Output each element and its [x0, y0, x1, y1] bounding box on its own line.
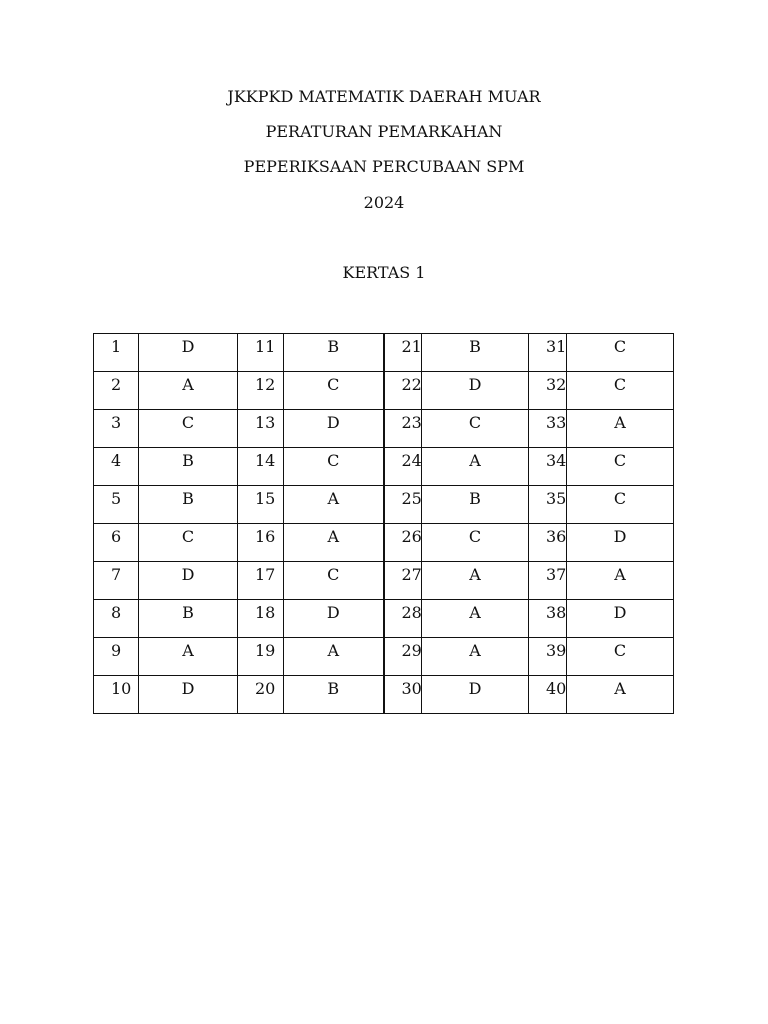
answer-letter: B	[284, 334, 384, 372]
table-row	[94, 334, 674, 372]
answer-letter: C	[139, 410, 238, 448]
document-subtitle: PERATURAN PEMARKAHAN	[265, 122, 503, 141]
answer-letter: D	[567, 600, 674, 638]
table-row	[94, 524, 674, 562]
answer-letter: D	[139, 676, 238, 714]
answer-letter: C	[284, 562, 384, 600]
table-row	[94, 410, 674, 448]
document-title: JKKPKD MATEMATIK DAERAH MUAR	[227, 87, 541, 106]
answer-letter: A	[139, 372, 238, 410]
question-number: 16	[238, 524, 284, 562]
question-number: 6	[94, 524, 139, 562]
answer-letter: C	[284, 372, 384, 410]
question-number: 11	[238, 334, 284, 372]
question-number: 30	[384, 676, 422, 714]
answer-letter: A	[284, 486, 384, 524]
question-number: 21	[384, 334, 422, 372]
answer-letter: D	[567, 524, 674, 562]
question-number: 3	[94, 410, 139, 448]
answer-letter: D	[422, 372, 529, 410]
question-number: 9	[94, 638, 139, 676]
answer-letter: D	[422, 676, 529, 714]
answer-letter: C	[422, 524, 529, 562]
table-row	[94, 676, 674, 714]
question-number: 18	[238, 600, 284, 638]
question-number: 36	[529, 524, 567, 562]
question-number: 8	[94, 600, 139, 638]
question-number: 4	[94, 448, 139, 486]
question-number: 39	[529, 638, 567, 676]
answer-letter: A	[567, 410, 674, 448]
answer-letter: A	[139, 638, 238, 676]
table-row	[94, 600, 674, 638]
answer-letter: D	[139, 334, 238, 372]
question-number: 12	[238, 372, 284, 410]
question-number: 29	[384, 638, 422, 676]
question-number: 13	[238, 410, 284, 448]
question-number: 26	[384, 524, 422, 562]
question-number: 32	[529, 372, 567, 410]
table-row	[94, 448, 674, 486]
question-number: 15	[238, 486, 284, 524]
question-number: 37	[529, 562, 567, 600]
answer-letter: A	[567, 562, 674, 600]
exam-year: 2024	[363, 193, 405, 212]
paper-label: KERTAS 1	[342, 263, 426, 282]
answer-letter: C	[567, 372, 674, 410]
answer-letter: D	[284, 600, 384, 638]
answer-letter: C	[422, 410, 529, 448]
exam-name: PEPERIKSAAN PERCUBAAN SPM	[243, 157, 525, 176]
answer-letter: A	[567, 676, 674, 714]
table-row	[94, 372, 674, 410]
answer-letter: A	[422, 562, 529, 600]
answer-letter: A	[422, 638, 529, 676]
answer-letter: C	[567, 638, 674, 676]
answer-letter: B	[422, 486, 529, 524]
question-number: 27	[384, 562, 422, 600]
question-number: 38	[529, 600, 567, 638]
answer-letter: C	[567, 334, 674, 372]
question-number: 19	[238, 638, 284, 676]
question-number: 10	[94, 676, 139, 714]
question-number: 40	[529, 676, 567, 714]
question-number: 22	[384, 372, 422, 410]
question-number: 7	[94, 562, 139, 600]
answer-letter: A	[422, 448, 529, 486]
question-number: 17	[238, 562, 284, 600]
answer-key-body	[94, 334, 674, 714]
answer-letter: A	[422, 600, 529, 638]
answer-letter: A	[284, 524, 384, 562]
answer-letter: C	[567, 486, 674, 524]
question-number: 31	[529, 334, 567, 372]
question-number: 25	[384, 486, 422, 524]
answer-letter: C	[139, 524, 238, 562]
answer-letter: D	[284, 410, 384, 448]
question-number: 14	[238, 448, 284, 486]
answer-letter: D	[139, 562, 238, 600]
answer-letter: B	[139, 448, 238, 486]
question-number: 5	[94, 486, 139, 524]
answer-letter: A	[284, 638, 384, 676]
question-number: 24	[384, 448, 422, 486]
answer-key-table	[93, 333, 674, 714]
answer-letter: B	[422, 334, 529, 372]
table-row	[94, 562, 674, 600]
table-row	[94, 486, 674, 524]
answer-letter: C	[284, 448, 384, 486]
answer-letter: B	[139, 600, 238, 638]
question-number: 20	[238, 676, 284, 714]
question-number: 35	[529, 486, 567, 524]
question-number: 1	[94, 334, 139, 372]
question-number: 34	[529, 448, 567, 486]
question-number: 28	[384, 600, 422, 638]
answer-letter: B	[284, 676, 384, 714]
question-number: 2	[94, 372, 139, 410]
table-row	[94, 638, 674, 676]
question-number: 23	[384, 410, 422, 448]
question-number: 33	[529, 410, 567, 448]
answer-letter: B	[139, 486, 238, 524]
answer-letter: C	[567, 448, 674, 486]
